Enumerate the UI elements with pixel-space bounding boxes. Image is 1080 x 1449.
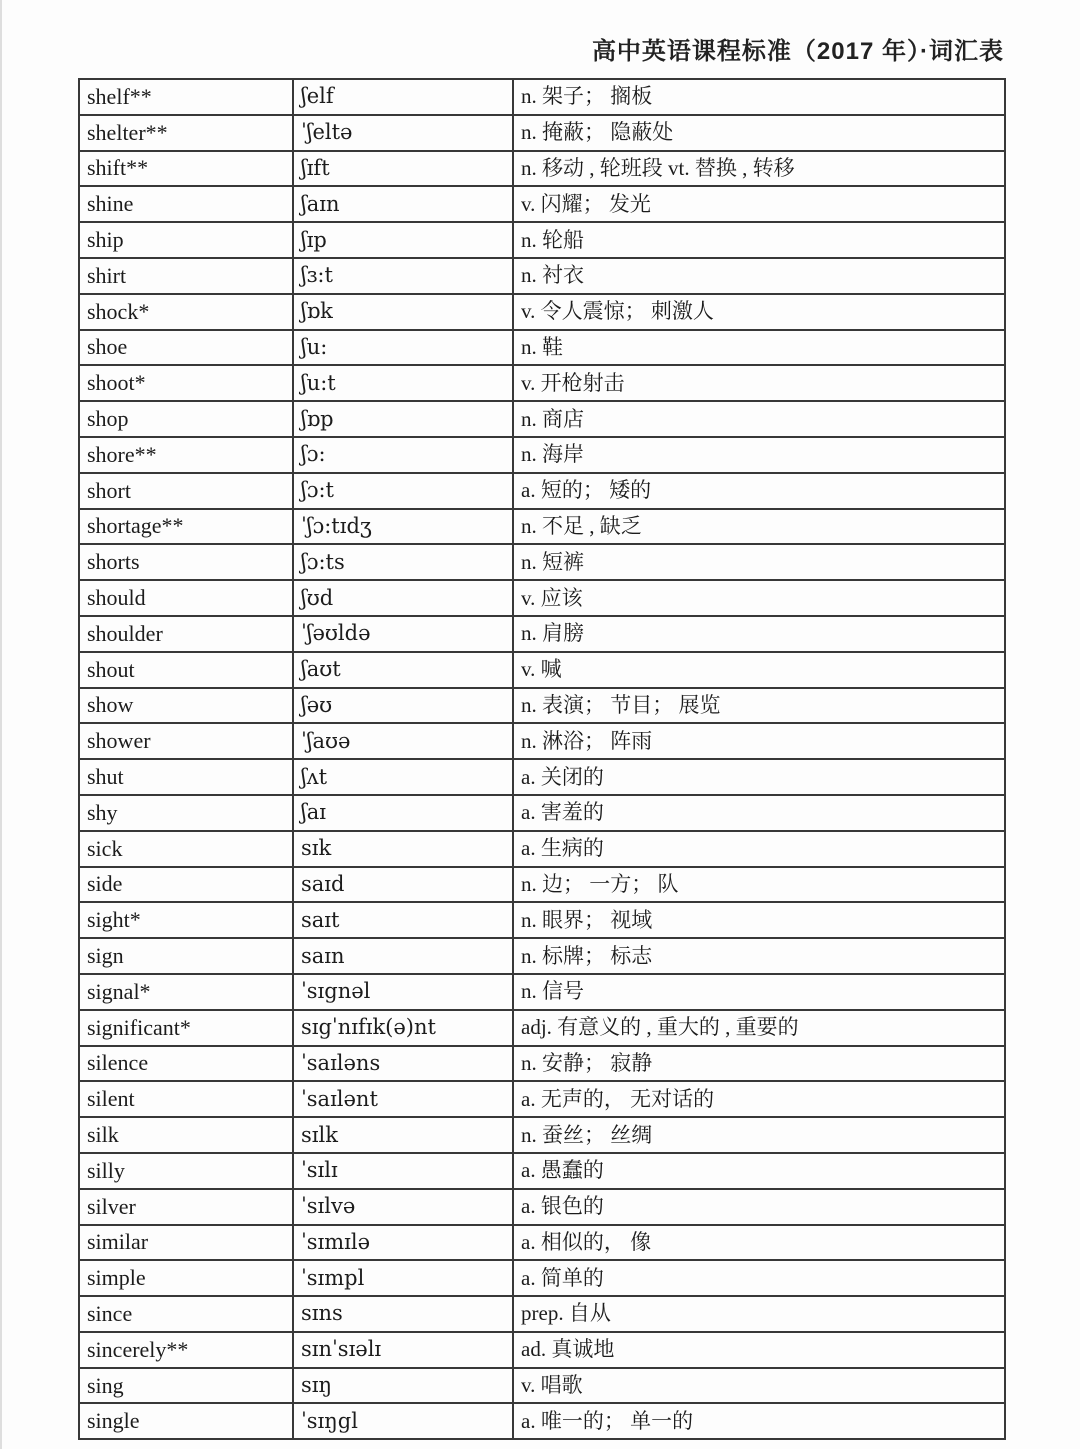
table-row — [79, 544, 1005, 580]
ipa-cell: sɪk — [293, 831, 513, 867]
definition-cell: n. 信号 — [513, 974, 1005, 1010]
word-cell: shop — [79, 401, 293, 437]
definition-cell: v. 唱歌 — [513, 1368, 1005, 1404]
word-cell: sight* — [79, 902, 293, 938]
table-row — [79, 294, 1005, 330]
ipa-cell: ʃɒk — [293, 294, 513, 330]
definition-cell: a. 简单的 — [513, 1260, 1005, 1296]
ipa-cell: ˈʃaʊə — [293, 723, 513, 759]
table-row — [79, 365, 1005, 401]
table-row — [79, 222, 1005, 258]
definition-cell: n. 鞋 — [513, 330, 1005, 366]
word-cell: shore** — [79, 437, 293, 473]
table-row — [79, 902, 1005, 938]
page-title: 高中英语课程标准（2017 年）·词汇表 — [591, 38, 1004, 65]
word-cell: shout — [79, 652, 293, 688]
definition-cell: prep. 自从 — [513, 1296, 1005, 1332]
word-cell: shorts — [79, 544, 293, 580]
table-row — [79, 1403, 1005, 1439]
table-row — [79, 867, 1005, 903]
ipa-cell: ˈsaɪlənt — [293, 1081, 513, 1117]
word-cell: similar — [79, 1225, 293, 1261]
ipa-cell: ʃʊd — [293, 580, 513, 616]
table-row — [79, 938, 1005, 974]
ipa-cell: ʃɔ: — [293, 437, 513, 473]
definition-cell: a. 唯一的； 单一的 — [513, 1403, 1005, 1439]
word-cell: silk — [79, 1117, 293, 1153]
ipa-cell: saɪd — [293, 867, 513, 903]
word-cell: show — [79, 688, 293, 724]
word-cell: significant* — [79, 1010, 293, 1046]
definition-cell: v. 令人震惊； 刺激人 — [513, 294, 1005, 330]
table-row — [79, 186, 1005, 222]
definition-cell: n. 边； 一方； 队 — [513, 867, 1005, 903]
table-row — [79, 1081, 1005, 1117]
ipa-cell: ˈsɪlvə — [293, 1189, 513, 1225]
definition-cell: n. 安静； 寂静 — [513, 1046, 1005, 1082]
word-cell: sick — [79, 831, 293, 867]
definition-cell: n. 淋浴； 阵雨 — [513, 723, 1005, 759]
definition-cell: n. 眼界； 视域 — [513, 902, 1005, 938]
ipa-cell: sɪns — [293, 1296, 513, 1332]
definition-cell: v. 闪耀； 发光 — [513, 186, 1005, 222]
table-row — [79, 616, 1005, 652]
table-row — [79, 974, 1005, 1010]
definition-cell: a. 生病的 — [513, 831, 1005, 867]
ipa-cell: sɪnˈsɪəlɪ — [293, 1332, 513, 1368]
table-row — [79, 1010, 1005, 1046]
ipa-cell: ˈsɪmɪlə — [293, 1225, 513, 1261]
table-row — [79, 1332, 1005, 1368]
table-row — [79, 437, 1005, 473]
ipa-cell: ˈsɪlɪ — [293, 1153, 513, 1189]
vocab-table — [78, 78, 1006, 1440]
ipa-cell: ˈsɪmpl — [293, 1260, 513, 1296]
definition-cell: n. 标牌； 标志 — [513, 938, 1005, 974]
word-cell: short — [79, 473, 293, 509]
table-row — [79, 473, 1005, 509]
table-row — [79, 1046, 1005, 1082]
ipa-cell: ʃɔ:ts — [293, 544, 513, 580]
table-row — [79, 509, 1005, 545]
table-row — [79, 723, 1005, 759]
ipa-cell: ʃɒp — [293, 401, 513, 437]
definition-cell: v. 应该 — [513, 580, 1005, 616]
ipa-cell: ʃu:t — [293, 365, 513, 401]
word-cell: single — [79, 1403, 293, 1439]
definition-cell: n. 衬衣 — [513, 258, 1005, 294]
definition-cell: n. 架子； 搁板 — [513, 79, 1005, 115]
word-cell: signal* — [79, 974, 293, 1010]
word-cell: should — [79, 580, 293, 616]
definition-cell: a. 银色的 — [513, 1189, 1005, 1225]
definition-cell: ad. 真诚地 — [513, 1332, 1005, 1368]
definition-cell: a. 无声的， 无对话的 — [513, 1081, 1005, 1117]
word-cell: shelf** — [79, 79, 293, 115]
ipa-cell: ʃɔ:t — [293, 473, 513, 509]
definition-cell: n. 商店 — [513, 401, 1005, 437]
table-row — [79, 79, 1005, 115]
word-cell: silver — [79, 1189, 293, 1225]
table-row — [79, 330, 1005, 366]
definition-cell: n. 不足 , 缺乏 — [513, 509, 1005, 545]
ipa-cell: sɪŋ — [293, 1368, 513, 1404]
word-cell: sincerely** — [79, 1332, 293, 1368]
word-cell: sign — [79, 938, 293, 974]
table-row — [79, 258, 1005, 294]
ipa-cell: ˈʃeltə — [293, 115, 513, 151]
ipa-cell: ʃu: — [293, 330, 513, 366]
table-row — [79, 831, 1005, 867]
table-row — [79, 759, 1005, 795]
word-cell: shirt — [79, 258, 293, 294]
table-row — [79, 1225, 1005, 1261]
ipa-cell: saɪt — [293, 902, 513, 938]
definition-cell: a. 害羞的 — [513, 795, 1005, 831]
definition-cell: v. 喊 — [513, 652, 1005, 688]
table-row — [79, 795, 1005, 831]
word-cell: shift** — [79, 151, 293, 187]
definition-cell: n. 短裤 — [513, 544, 1005, 580]
word-cell: shut — [79, 759, 293, 795]
ipa-cell: ˈsɪŋgl — [293, 1403, 513, 1439]
word-cell: silence — [79, 1046, 293, 1082]
table-row — [79, 151, 1005, 187]
ipa-cell: ˈʃɔ:tɪdʒ — [293, 509, 513, 545]
ipa-cell: sɪgˈnɪfɪk(ə)nt — [293, 1010, 513, 1046]
word-cell: sing — [79, 1368, 293, 1404]
definition-cell: n. 掩蔽； 隐蔽处 — [513, 115, 1005, 151]
ipa-cell: ˈsɪgnəl — [293, 974, 513, 1010]
table-row — [79, 580, 1005, 616]
ipa-cell: ʃaɪ — [293, 795, 513, 831]
definition-cell: n. 表演； 节目； 展览 — [513, 688, 1005, 724]
ipa-cell: saɪn — [293, 938, 513, 974]
ipa-cell: ˈsaɪləns — [293, 1046, 513, 1082]
table-row — [79, 401, 1005, 437]
definition-cell: n. 肩膀 — [513, 616, 1005, 652]
definition-cell: a. 短的； 矮的 — [513, 473, 1005, 509]
word-cell: simple — [79, 1260, 293, 1296]
word-cell: since — [79, 1296, 293, 1332]
table-row — [79, 1153, 1005, 1189]
definition-cell: a. 关闭的 — [513, 759, 1005, 795]
word-cell: side — [79, 867, 293, 903]
definition-cell: a. 愚蠢的 — [513, 1153, 1005, 1189]
table-row — [79, 1368, 1005, 1404]
ipa-cell: ʃɪft — [293, 151, 513, 187]
ipa-cell: ʃɪp — [293, 222, 513, 258]
word-cell: silly — [79, 1153, 293, 1189]
ipa-cell: ʃɜ:t — [293, 258, 513, 294]
word-cell: shortage** — [79, 509, 293, 545]
word-cell: shoulder — [79, 616, 293, 652]
word-cell: shock* — [79, 294, 293, 330]
definition-cell: n. 轮船 — [513, 222, 1005, 258]
ipa-cell: ʃelf — [293, 79, 513, 115]
ipa-cell: ʃaʊt — [293, 652, 513, 688]
word-cell: silent — [79, 1081, 293, 1117]
table-row — [79, 1189, 1005, 1225]
ipa-cell: ʃaɪn — [293, 186, 513, 222]
table-row — [79, 652, 1005, 688]
table-row — [79, 688, 1005, 724]
definition-cell: n. 移动 , 轮班段 vt. 替换 , 转移 — [513, 151, 1005, 187]
word-cell: shoe — [79, 330, 293, 366]
word-cell: shelter** — [79, 115, 293, 151]
word-cell: shy — [79, 795, 293, 831]
word-cell: ship — [79, 222, 293, 258]
ipa-cell: ʃʌt — [293, 759, 513, 795]
scan-edge-line — [0, 0, 2, 1449]
ipa-cell: ʃəʊ — [293, 688, 513, 724]
definition-cell: adj. 有意义的 , 重大的 , 重要的 — [513, 1010, 1005, 1046]
definition-cell: a. 相似的， 像 — [513, 1225, 1005, 1261]
ipa-cell: ˈʃəʊldə — [293, 616, 513, 652]
definition-cell: v. 开枪射击 — [513, 365, 1005, 401]
word-cell: shoot* — [79, 365, 293, 401]
table-row — [79, 1117, 1005, 1153]
vocab-table-body — [79, 79, 1005, 1439]
ipa-cell: sɪlk — [293, 1117, 513, 1153]
definition-cell: n. 海岸 — [513, 437, 1005, 473]
table-row — [79, 1296, 1005, 1332]
table-row — [79, 1260, 1005, 1296]
table-row — [79, 115, 1005, 151]
word-cell: shower — [79, 723, 293, 759]
definition-cell: n. 蚕丝； 丝绸 — [513, 1117, 1005, 1153]
word-cell: shine — [79, 186, 293, 222]
